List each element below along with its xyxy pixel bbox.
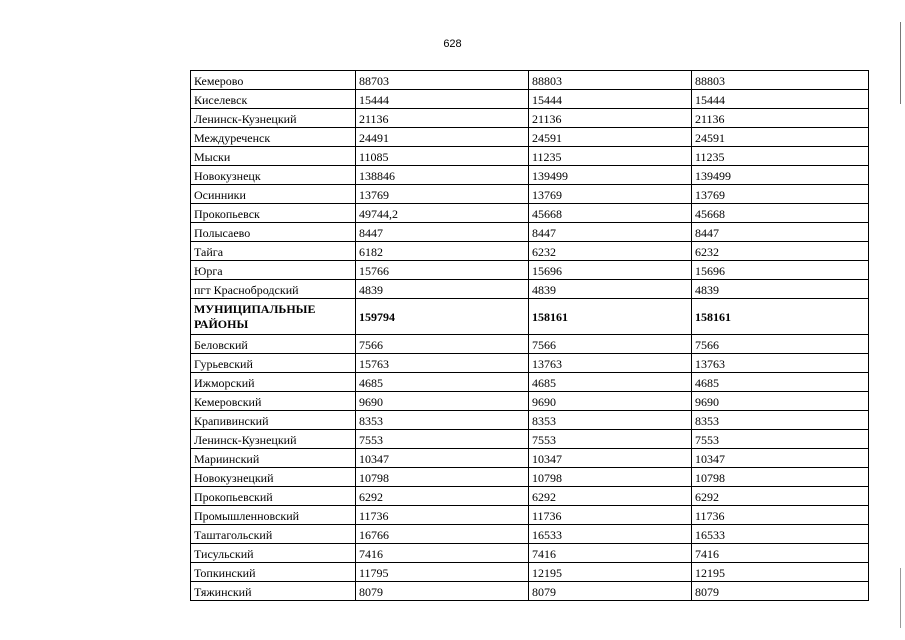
- row-name-cell: Юрга: [191, 261, 356, 280]
- table-row: [191, 223, 869, 242]
- value-cell-1: 9690: [356, 392, 529, 411]
- table-row: [191, 280, 869, 299]
- row-name-cell: Кемерово: [191, 71, 356, 90]
- table-row: [191, 430, 869, 449]
- value-cell-2: 10798: [529, 468, 692, 487]
- row-name-cell: Осинники: [191, 185, 356, 204]
- table-row: [191, 582, 869, 601]
- value-cell-2: 10347: [529, 449, 692, 468]
- value-cell-2: 88803: [529, 71, 692, 90]
- value-cell-1: 11736: [356, 506, 529, 525]
- value-cell-1: 15766: [356, 261, 529, 280]
- value-cell-3: 139499: [692, 166, 869, 185]
- value-cell-1: 24491: [356, 128, 529, 147]
- value-cell-2: 8079: [529, 582, 692, 601]
- value-cell-3: 6292: [692, 487, 869, 506]
- value-cell-1: 11795: [356, 563, 529, 582]
- value-cell-3: 15696: [692, 261, 869, 280]
- table-row: [191, 71, 869, 90]
- value-cell-2: 7566: [529, 335, 692, 354]
- row-name-cell: Кемеровский: [191, 392, 356, 411]
- value-cell-3: 12195: [692, 563, 869, 582]
- value-cell-1: 10798: [356, 468, 529, 487]
- value-cell-3: 45668: [692, 204, 869, 223]
- value-cell-1: 49744,2: [356, 204, 529, 223]
- page-number: 628: [443, 38, 462, 50]
- row-name-cell: Прокопьевский: [191, 487, 356, 506]
- value-cell-1: 16766: [356, 525, 529, 544]
- value-cell-3: 7566: [692, 335, 869, 354]
- value-cell-1: 138846: [356, 166, 529, 185]
- budget-table: [190, 70, 869, 601]
- value-cell-3: 8079: [692, 582, 869, 601]
- value-cell-2: 13763: [529, 354, 692, 373]
- value-cell-2: 15696: [529, 261, 692, 280]
- table-row: [191, 449, 869, 468]
- value-cell-3: 10347: [692, 449, 869, 468]
- value-cell-1: 7553: [356, 430, 529, 449]
- row-name-cell: Мыски: [191, 147, 356, 166]
- table-row: [191, 90, 869, 109]
- value-cell-2: 12195: [529, 563, 692, 582]
- row-name-cell: Мариинский: [191, 449, 356, 468]
- scan-edge-line: [900, 22, 901, 104]
- table-row: [191, 544, 869, 563]
- value-cell-2: 16533: [529, 525, 692, 544]
- value-cell-2: 11235: [529, 147, 692, 166]
- value-cell-3: 11736: [692, 506, 869, 525]
- row-name-cell: Тисульский: [191, 544, 356, 563]
- value-cell-3: 4839: [692, 280, 869, 299]
- value-cell-3: 6232: [692, 242, 869, 261]
- row-name-cell: Полысаево: [191, 223, 356, 242]
- row-name-cell: пгт Краснобродский: [191, 280, 356, 299]
- value-cell-2: 7416: [529, 544, 692, 563]
- value-cell-1: 13769: [356, 185, 529, 204]
- row-name-cell: МУНИЦИПАЛЬНЫЕ РАЙОНЫ: [191, 299, 356, 335]
- table-row: [191, 128, 869, 147]
- value-cell-1: 21136: [356, 109, 529, 128]
- table-row: [191, 373, 869, 392]
- value-cell-1: 6182: [356, 242, 529, 261]
- value-cell-3: 7416: [692, 544, 869, 563]
- table-row: [191, 204, 869, 223]
- table-row: [191, 261, 869, 280]
- table-row: [191, 147, 869, 166]
- value-cell-1: 15763: [356, 354, 529, 373]
- value-cell-3: 16533: [692, 525, 869, 544]
- table-body: [191, 71, 869, 601]
- value-cell-3: 13763: [692, 354, 869, 373]
- value-cell-1: 8353: [356, 411, 529, 430]
- table-row: [191, 563, 869, 582]
- table-row: [191, 411, 869, 430]
- value-cell-2: 4685: [529, 373, 692, 392]
- value-cell-2: 9690: [529, 392, 692, 411]
- row-name-cell: Ленинск-Кузнецкий: [191, 109, 356, 128]
- value-cell-3: 4685: [692, 373, 869, 392]
- row-name-cell: Ижморский: [191, 373, 356, 392]
- value-cell-3: 158161: [692, 299, 869, 335]
- value-cell-2: 21136: [529, 109, 692, 128]
- value-cell-1: 7566: [356, 335, 529, 354]
- value-cell-1: 15444: [356, 90, 529, 109]
- table-row: [191, 185, 869, 204]
- value-cell-2: 8447: [529, 223, 692, 242]
- row-name-cell: Гурьевский: [191, 354, 356, 373]
- value-cell-1: 159794: [356, 299, 529, 335]
- table-row: [191, 506, 869, 525]
- row-name-cell: Прокопьевск: [191, 204, 356, 223]
- section-row: [191, 299, 869, 335]
- row-name-cell: Новокузнецк: [191, 166, 356, 185]
- value-cell-1: 88703: [356, 71, 529, 90]
- value-cell-1: 4839: [356, 280, 529, 299]
- table-row: [191, 166, 869, 185]
- value-cell-2: 45668: [529, 204, 692, 223]
- table-row: [191, 109, 869, 128]
- table-row: [191, 392, 869, 411]
- scan-edge-line: [900, 568, 901, 628]
- row-name-cell: Тяжинский: [191, 582, 356, 601]
- value-cell-3: 24591: [692, 128, 869, 147]
- row-name-cell: Ленинск-Кузнецкий: [191, 430, 356, 449]
- value-cell-3: 15444: [692, 90, 869, 109]
- value-cell-3: 8447: [692, 223, 869, 242]
- value-cell-1: 11085: [356, 147, 529, 166]
- value-cell-2: 4839: [529, 280, 692, 299]
- value-cell-1: 4685: [356, 373, 529, 392]
- table-row: [191, 468, 869, 487]
- value-cell-2: 15444: [529, 90, 692, 109]
- value-cell-3: 13769: [692, 185, 869, 204]
- value-cell-3: 8353: [692, 411, 869, 430]
- row-name-cell: Таштагольский: [191, 525, 356, 544]
- value-cell-1: 10347: [356, 449, 529, 468]
- table-row: [191, 525, 869, 544]
- value-cell-1: 8079: [356, 582, 529, 601]
- table-row: [191, 242, 869, 261]
- value-cell-3: 21136: [692, 109, 869, 128]
- value-cell-2: 139499: [529, 166, 692, 185]
- value-cell-3: 11235: [692, 147, 869, 166]
- table-row: [191, 335, 869, 354]
- value-cell-3: 7553: [692, 430, 869, 449]
- value-cell-2: 8353: [529, 411, 692, 430]
- row-name-cell: Топкинский: [191, 563, 356, 582]
- value-cell-1: 7416: [356, 544, 529, 563]
- value-cell-2: 6292: [529, 487, 692, 506]
- value-cell-3: 10798: [692, 468, 869, 487]
- value-cell-2: 13769: [529, 185, 692, 204]
- value-cell-2: 24591: [529, 128, 692, 147]
- row-name-cell: Крапивинский: [191, 411, 356, 430]
- value-cell-1: 6292: [356, 487, 529, 506]
- table-row: [191, 487, 869, 506]
- value-cell-3: 88803: [692, 71, 869, 90]
- table-row: [191, 354, 869, 373]
- value-cell-2: 7553: [529, 430, 692, 449]
- row-name-cell: Промышленновский: [191, 506, 356, 525]
- row-name-cell: Киселевск: [191, 90, 356, 109]
- value-cell-2: 158161: [529, 299, 692, 335]
- row-name-cell: Новокузнецкий: [191, 468, 356, 487]
- row-name-cell: Тайга: [191, 242, 356, 261]
- value-cell-3: 9690: [692, 392, 869, 411]
- value-cell-2: 6232: [529, 242, 692, 261]
- value-cell-2: 11736: [529, 506, 692, 525]
- row-name-cell: Междуреченск: [191, 128, 356, 147]
- value-cell-1: 8447: [356, 223, 529, 242]
- row-name-cell: Беловский: [191, 335, 356, 354]
